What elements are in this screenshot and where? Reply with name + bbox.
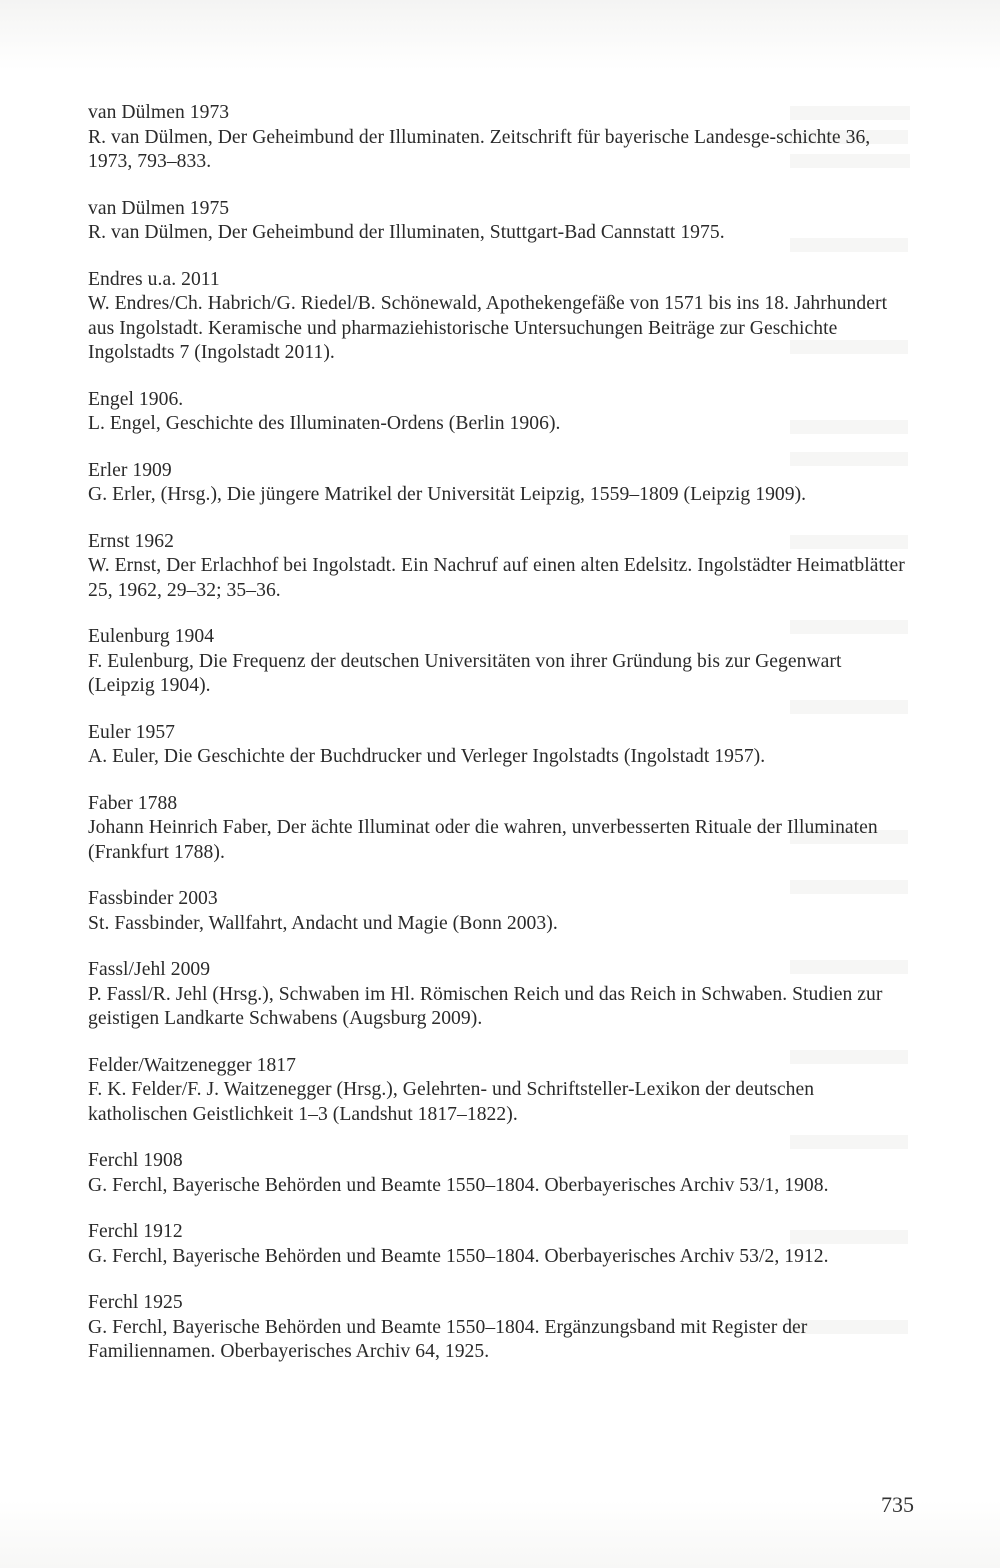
entry-key: Ferchl 1908 bbox=[88, 1150, 183, 1171]
entry-key: van Dülmen 1973 bbox=[88, 102, 230, 123]
entry-citation: G. Ferchl, Bayerische Behörden und Beamte 1550–1804. Oberbayerisches Archiv 53/2, 1912. bbox=[88, 1245, 829, 1267]
bibliography-entry bbox=[88, 101, 908, 175]
entry-citation: G. Ferchl, Bayerische Behörden und Beamte 1550–1804. Oberbayerisches Archiv 53/1, 1908. bbox=[88, 1174, 829, 1196]
entry-citation: F. Eulenburg, Die Frequenz der deutschen Universitäten von ihrer Gründung bis zur Gegenwart (Leipzig 1904). bbox=[88, 650, 842, 696]
entry-key: Fassl/Jehl 2009 bbox=[88, 959, 211, 980]
entry-key: van Dülmen 1975 bbox=[88, 197, 230, 219]
bibliography-entry bbox=[88, 887, 908, 936]
entry-key: Endres u.a. 2011 bbox=[88, 268, 220, 290]
entry-citation: Johann Heinrich Faber, Der ächte Illuminat oder die wahren, unverbesserten Rituale der Illuminaten (Frankfurt 1788). bbox=[88, 817, 878, 863]
bibliography-entry bbox=[88, 530, 908, 604]
entry-citation: G. Ferchl, Bayerische Behörden und Beamte 1550–1804. Ergänzungsband mit Register der Familiennamen. Oberbayerisches Archiv 64, 1925. bbox=[88, 1316, 808, 1362]
entry-key: Engel 1906. bbox=[88, 388, 184, 410]
bibliography-entry bbox=[88, 1291, 908, 1365]
entry-key: Ernst 1962 bbox=[88, 530, 174, 552]
entry-citation: St. Fassbinder, Wallfahrt, Andacht und Magie (Bonn 2003). bbox=[88, 912, 558, 934]
bibliography-entry bbox=[88, 792, 908, 866]
entry-citation: R. van Dülmen, Der Geheimbund der Illuminaten. Zeitschrift für bayerische Landesge-schichte 36, 1973, 793–833. bbox=[88, 126, 871, 172]
entry-key: Erler 1909 bbox=[88, 459, 172, 481]
entry-citation: F. K. Felder/F. J. Waitzenegger (Hrsg.), Gelehrten- und Schriftsteller-Lexikon der deutschen katholischen Geistlichkeit 1–3 (Landshut 1817–1822). bbox=[88, 1079, 815, 1125]
bibliography-list bbox=[88, 101, 908, 1387]
entry-key: Ferchl 1912 bbox=[88, 1221, 183, 1242]
bibliography-entry bbox=[88, 459, 908, 508]
entry-key: Faber 1788 bbox=[88, 792, 178, 814]
entry-citation: G. Erler, (Hrsg.), Die jüngere Matrikel der Universität Leipzig, 1559–1809 (Leipzig 1909). bbox=[88, 484, 807, 505]
entry-key: Euler 1957 bbox=[88, 721, 176, 743]
bibliography-entry bbox=[88, 1220, 908, 1269]
entry-key: Fassbinder 2003 bbox=[88, 888, 218, 909]
bibliography-entry bbox=[88, 388, 908, 437]
entry-citation: W. Endres/Ch. Habrich/G. Riedel/B. Schönewald, Apothekengefäße von 1571 bis ins 18. Jahrhundert aus Ingolstadt. Keramische und pharmaziehistorische Untersuchungen Beiträge zur Geschichte Ingolstadts 7 (Ingolstadt 2011). bbox=[88, 293, 888, 363]
entry-citation: W. Ernst, Der Erlachhof bei Ingolstadt. Ein Nachruf auf einen alten Edelsitz. Ingolstädter Heimatblätter 25, 1962, 29–32; 35–36. bbox=[88, 555, 905, 601]
bibliography-entry bbox=[88, 625, 908, 699]
bibliography-entry bbox=[88, 1149, 908, 1198]
entry-citation: R. van Dülmen, Der Geheimbund der Illuminaten, Stuttgart-Bad Cannstatt 1975. bbox=[88, 222, 725, 243]
entry-citation: P. Fassl/R. Jehl (Hrsg.), Schwaben im Hl. Römischen Reich und das Reich in Schwaben. Studien zur geistigen Landkarte Schwabens (Augsburg 2009). bbox=[88, 983, 883, 1029]
entry-citation: L. Engel, Geschichte des Illuminaten-Ordens (Berlin 1906). bbox=[88, 413, 561, 434]
bibliography-entry bbox=[88, 268, 908, 366]
entry-citation: A. Euler, Die Geschichte der Buchdrucker und Verleger Ingolstadts (Ingolstadt 1957). bbox=[88, 746, 766, 767]
bibliography-entry bbox=[88, 1054, 908, 1128]
entry-key: Ferchl 1925 bbox=[88, 1292, 183, 1313]
entry-key: Felder/Waitzenegger 1817 bbox=[88, 1054, 296, 1076]
bibliography-entry bbox=[88, 958, 908, 1032]
bibliography-entry bbox=[88, 197, 908, 246]
page-number: 735 bbox=[881, 1492, 914, 1517]
bibliography-entry bbox=[88, 721, 908, 770]
entry-key: Eulenburg 1904 bbox=[88, 626, 215, 647]
